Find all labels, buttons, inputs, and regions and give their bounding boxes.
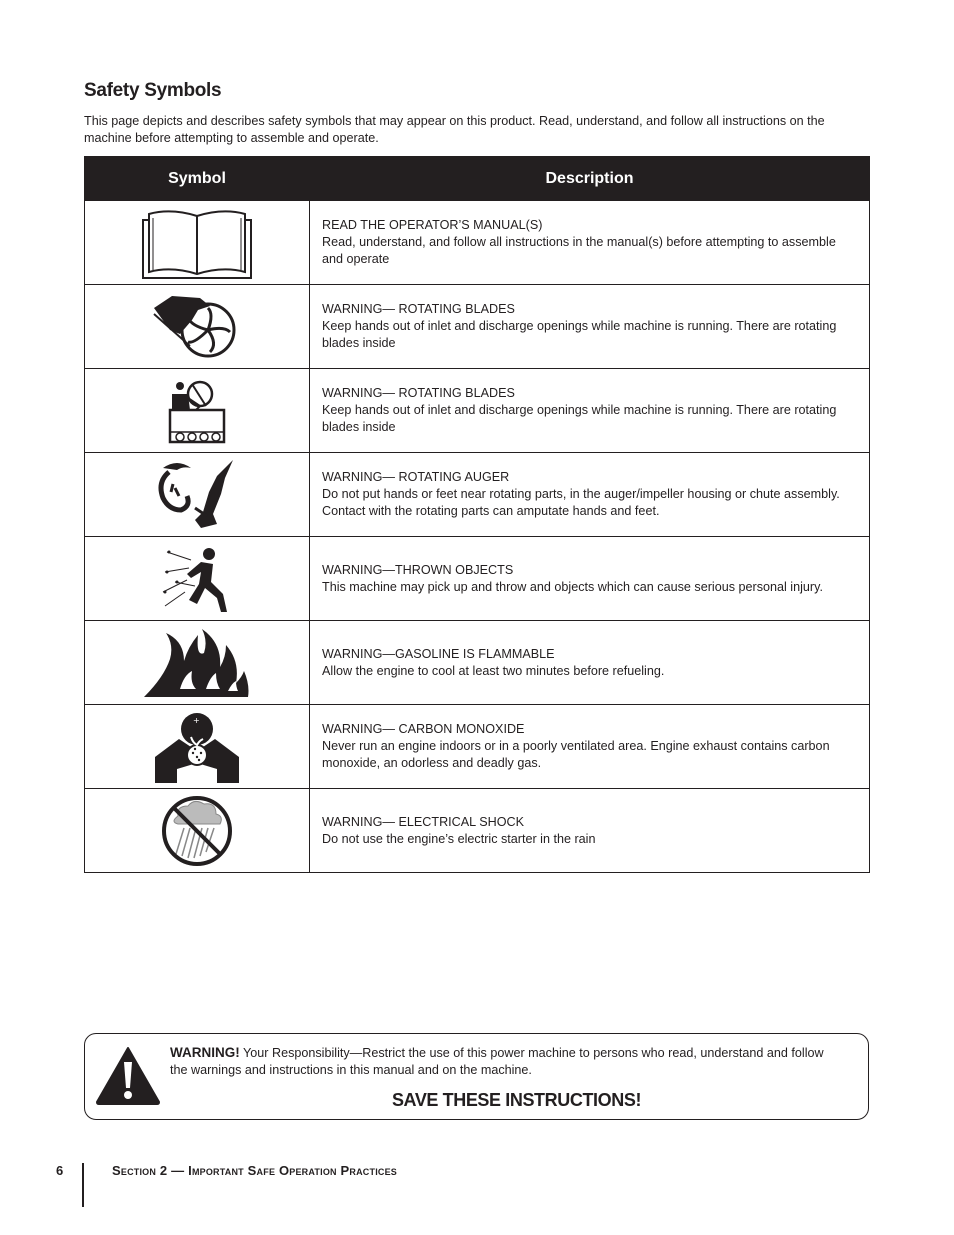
- symbol-cell: [85, 453, 310, 537]
- symbol-cell: [85, 537, 310, 621]
- warning-heading: WARNING— ROTATING BLADES: [322, 302, 515, 316]
- operator-manual-icon: [141, 206, 253, 280]
- warning-heading: READ THE OPERATOR’S MANUAL(S): [322, 218, 543, 232]
- symbol-cell: [85, 705, 310, 789]
- table-row: [85, 705, 870, 789]
- warning-responsibility-text: Your Responsibility—Restrict the use of this power machine to persons who read, understand and follow the warnings and instructions in this manual and on the machine.: [170, 1046, 824, 1077]
- rotating-auger-icon: [155, 458, 239, 532]
- symbol-cell: [85, 369, 310, 453]
- warning-text: Do not use the engine’s electric starter in the rain: [322, 831, 596, 846]
- rotating-blades-hand-icon: [152, 290, 242, 364]
- warning-text: Never run an engine indoors or in a poorly ventilated area. Engine exhaust contains carbon monoxide, an odorless and deadly gas.: [322, 739, 830, 770]
- table-header-row: [85, 157, 870, 201]
- warning-message: [170, 1044, 840, 1079]
- description-cell: [310, 705, 870, 789]
- warning-text: Allow the engine to cool at least two minutes before refueling.: [322, 663, 665, 678]
- description-cell: [310, 537, 870, 621]
- description-cell: [310, 789, 870, 873]
- warning-heading: WARNING— CARBON MONOXIDE: [322, 722, 525, 736]
- symbol-cell: [85, 789, 310, 873]
- warning-heading: WARNING— ROTATING AUGER: [322, 470, 510, 484]
- warning-heading: WARNING—THROWN OBJECTS: [322, 562, 514, 577]
- table-row: [85, 369, 870, 453]
- svg-text:+: +: [193, 715, 200, 725]
- warning-text: Do not put hands or feet near rotating parts, in the auger/impeller housing or chute assembly. Contact with the rotating parts can amputate hands and feet.: [322, 487, 840, 518]
- symbol-cell: [85, 621, 310, 705]
- warning-heading: WARNING—GASOLINE IS FLAMMABLE: [322, 646, 555, 661]
- flame-icon: [144, 627, 250, 699]
- warning-text: Read, understand, and follow all instructions in the manual(s) before attempting to assemble and operate: [322, 235, 836, 266]
- symbol-column-header: Symbol: [85, 157, 310, 201]
- no-rain-icon: [160, 794, 234, 868]
- description-column-header: Description: [310, 157, 870, 201]
- table-row: [85, 285, 870, 369]
- warning-heading: WARNING— ROTATING BLADES: [322, 386, 515, 400]
- table-row: [85, 789, 870, 873]
- thrown-objects-icon: [161, 542, 233, 616]
- table-row: [85, 621, 870, 705]
- intro-paragraph: This page depicts and describes safety symbols that may appear on this product. Read, understand, and follow all instructions on the machine before attempting to assemble and operate.: [84, 114, 825, 145]
- warning-heading: WARNING— ELECTRICAL SHOCK: [322, 814, 524, 829]
- warning-text: Keep hands out of inlet and discharge openings while machine is running. There are rotating blades inside: [322, 319, 837, 350]
- description-cell: [310, 201, 870, 285]
- save-instructions-banner: SAVE THESE INSTRUCTIONS!: [391, 1090, 642, 1110]
- description-cell: [310, 369, 870, 453]
- carbon-monoxide-icon: [155, 711, 239, 783]
- symbol-cell: [85, 285, 310, 369]
- rotating-blades-housing-icon: [166, 376, 228, 446]
- warning-box: [84, 1033, 869, 1120]
- description-cell: [310, 453, 870, 537]
- table-row: [85, 537, 870, 621]
- symbol-cell: [85, 201, 310, 285]
- page-title: Safety Symbols: [84, 80, 222, 101]
- warning-text: Keep hands out of inlet and discharge openings while machine is running. There are rotating blades inside: [322, 403, 837, 434]
- table-row: [85, 453, 870, 537]
- section-title: Section 2 — Important Safe Operation Practices: [112, 1163, 398, 1178]
- description-cell: [310, 621, 870, 705]
- footer-divider: [82, 1163, 84, 1207]
- description-cell: [310, 285, 870, 369]
- warning-text: This machine may pick up and throw and objects which can cause serious personal injury.: [322, 579, 823, 594]
- page-number: 6: [56, 1163, 64, 1178]
- safety-symbols-table: [84, 156, 870, 873]
- table-row: [85, 201, 870, 285]
- warning-label: WARNING!: [170, 1045, 240, 1060]
